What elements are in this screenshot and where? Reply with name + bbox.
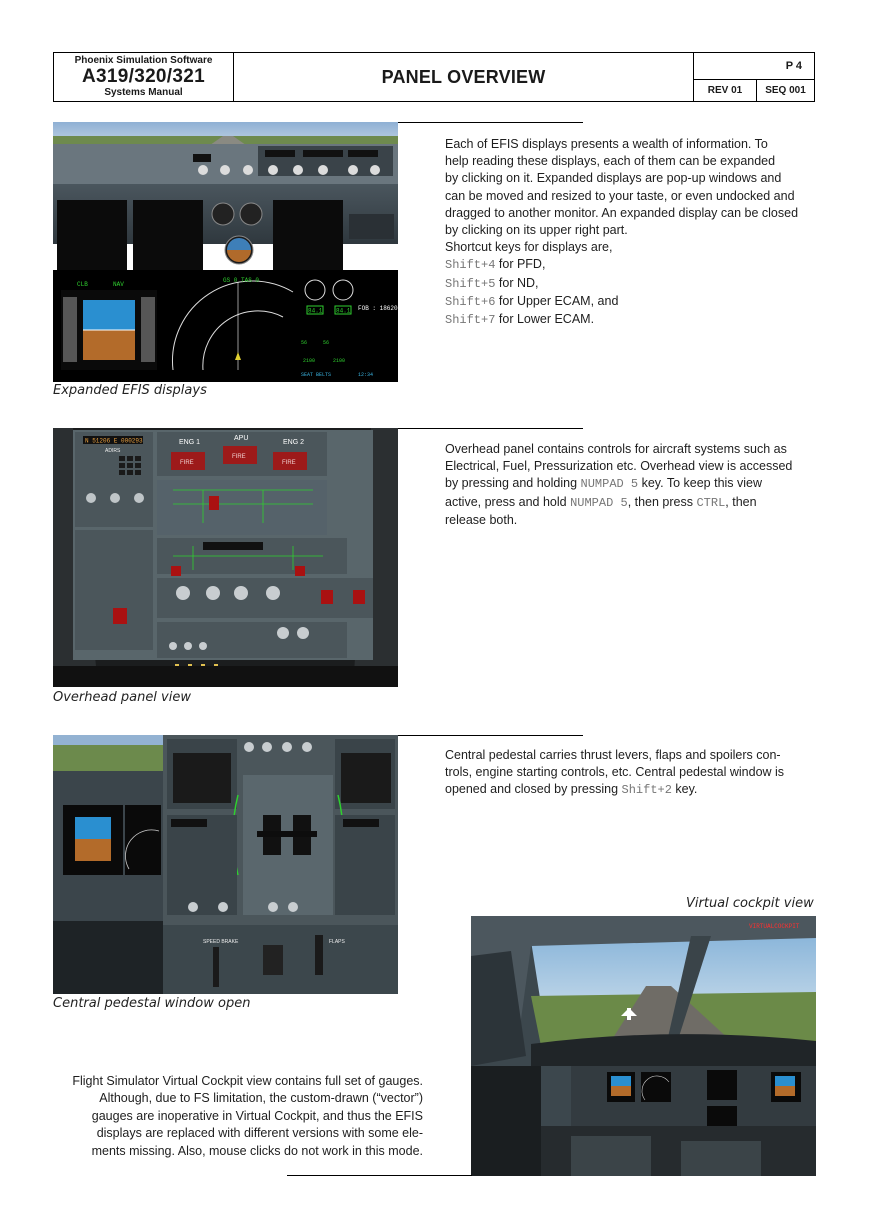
- svg-text:56: 56: [301, 340, 308, 346]
- adirs-label: ADIRS: [105, 448, 121, 454]
- virtual-cockpit-description: [53, 1073, 423, 1160]
- overhead-text-line: Overhead panel contains controls for aircraft systems such as: [445, 442, 787, 456]
- svg-text:56: 56: [323, 340, 330, 346]
- shortcut-lower-ecam: [445, 311, 825, 329]
- overhead-panel-illustration: [53, 428, 398, 687]
- shortcut-key: NUMPAD 5: [580, 477, 639, 492]
- pedestal-illustration: [53, 735, 398, 994]
- figure-caption: Central pedestal window open: [53, 996, 251, 1011]
- svg-text:2100: 2100: [303, 358, 316, 364]
- text-fragment: , then press: [627, 494, 697, 509]
- figure-caption: Expanded EFIS displays: [53, 383, 207, 398]
- aircraft-model: A319/320/321: [82, 66, 205, 87]
- shortcut-label: for ND,: [495, 275, 539, 290]
- virtual-cockpit-image: [471, 916, 816, 1176]
- svg-text:NAV: NAV: [113, 281, 124, 288]
- vc-text-line: Although, due to FS limitation, the custom-drawn (“vector”): [99, 1091, 423, 1106]
- revision-row: [694, 80, 814, 101]
- efis-text-line: Each of EFIS displays presents a wealth of information. To: [445, 137, 768, 151]
- shortcut-key: Shift+7: [445, 313, 496, 328]
- pedestal-text-line: trols, engine starting controls, etc. Central pedestal window is: [445, 765, 785, 780]
- pedestal-description: [445, 747, 825, 800]
- overhead-text-line: Electrical, Fuel, Pressurization etc. Overhead view is accessed: [445, 459, 793, 474]
- vc-text-line: Flight Simulator Virtual Cockpit view contains full set of gauges.: [72, 1074, 423, 1088]
- company-name: Phoenix Simulation Software: [74, 55, 213, 66]
- sequence-label: SEQ 001: [765, 85, 806, 96]
- shortcut-nd: [445, 275, 825, 293]
- manual-name: Systems Manual: [104, 87, 183, 98]
- flaps-label: FLAPS: [329, 939, 345, 945]
- virtual-cockpit-illustration: [471, 916, 816, 1176]
- pedestal-image: [53, 735, 398, 994]
- n1-left-readout: 84.1: [308, 307, 323, 315]
- n1-right-readout: 84.1: [336, 307, 351, 315]
- svg-text:CLB: CLB: [77, 281, 88, 288]
- efis-description: [445, 136, 825, 329]
- header-title-cell: [234, 53, 694, 101]
- shortcut-upper-ecam: [445, 293, 825, 311]
- speed-brake-label: SPEED BRAKE: [203, 939, 239, 945]
- efis-displays-illustration: [53, 122, 398, 382]
- shortcut-pfd: [445, 256, 825, 274]
- svg-text:2100: 2100: [333, 358, 346, 364]
- adirs-display: N 51206 E 000293: [85, 437, 143, 445]
- efis-text-line: can be moved and resized to your taste, or even undocked and: [445, 188, 795, 203]
- svg-text:GS 0 TAS 0: GS 0 TAS 0: [223, 277, 260, 284]
- shortcut-label: for PFD,: [495, 257, 546, 272]
- figure-caption: Overhead panel view: [53, 690, 191, 705]
- eng1-fire-button: FIRE: [180, 460, 194, 466]
- shortcut-key: Shift+5: [445, 276, 496, 291]
- eng1-fire-label: ENG 1: [179, 439, 201, 446]
- header-branding: [54, 53, 234, 101]
- page-title: PANEL OVERVIEW: [381, 66, 546, 87]
- vc-text-line: displays are replaced with different versions with some ele-: [96, 1126, 423, 1141]
- fuel-readout: FOB : 18620: [358, 305, 398, 312]
- overhead-description: [445, 441, 825, 529]
- shortcut-key: Shift+6: [445, 294, 496, 309]
- efis-text-line: help reading these displays, each of them can be expanded: [445, 154, 776, 169]
- warning-overlay: VIRTUALCOCKPIT: [749, 923, 800, 930]
- overhead-text-line: [445, 475, 825, 493]
- efis-text-line: dragged to another monitor. An expanded display can be closed: [445, 205, 799, 220]
- overhead-text-line: [445, 494, 825, 512]
- text-fragment: , then: [725, 494, 757, 509]
- apu-fire-label: APU: [234, 435, 249, 442]
- revision-label: REV 01: [694, 80, 757, 101]
- text-fragment: key. To keep this view: [638, 476, 763, 491]
- header-revision-block: [694, 53, 814, 101]
- page-header: [53, 52, 815, 102]
- vc-text-line: ments missing. Also, mouse clicks do not work in this mode.: [91, 1143, 423, 1158]
- text-fragment: active, press and hold: [445, 494, 571, 509]
- shortcut-key: Shift+4: [445, 258, 496, 273]
- shortcut-key: Shift+2: [621, 783, 672, 798]
- clock-readout: 12:34: [358, 372, 374, 378]
- pedestal-text-line: [445, 781, 825, 799]
- efis-text-line: by clicking on its upper right part.: [445, 223, 628, 238]
- overhead-panel-image: [53, 428, 398, 687]
- efis-displays-image: [53, 122, 398, 382]
- text-fragment: by pressing and holding: [445, 476, 581, 491]
- pedestal-text-line: Central pedestal carries thrust levers, flaps and spoilers con-: [445, 748, 781, 762]
- shortcut-key: CTRL: [696, 495, 726, 510]
- shortcut-label: for Lower ECAM.: [495, 312, 595, 327]
- apu-fire-button: FIRE: [232, 454, 246, 460]
- overhead-text-line: release both.: [445, 512, 518, 527]
- page-number: P 4: [694, 53, 814, 80]
- shortcut-key: NUMPAD 5: [570, 495, 628, 510]
- text-fragment: key.: [671, 782, 698, 797]
- shortcut-label: for Upper ECAM, and: [495, 293, 619, 308]
- figure-caption: Virtual cockpit view: [686, 896, 814, 911]
- eng2-fire-label: ENG 2: [283, 439, 305, 446]
- efis-text-line: by clicking on it. Expanded displays are pop-up windows and: [445, 171, 782, 186]
- seat-belts-memo: SEAT BELTS: [301, 372, 332, 378]
- vc-text-line: gauges are inoperative in Virtual Cockpit, and thus the EFIS: [91, 1108, 423, 1123]
- text-fragment: opened and closed by pressing: [445, 782, 622, 797]
- section-rule: [287, 1175, 472, 1176]
- efis-text-line: Shortcut keys for displays are,: [445, 240, 613, 255]
- eng2-fire-button: FIRE: [282, 460, 296, 466]
